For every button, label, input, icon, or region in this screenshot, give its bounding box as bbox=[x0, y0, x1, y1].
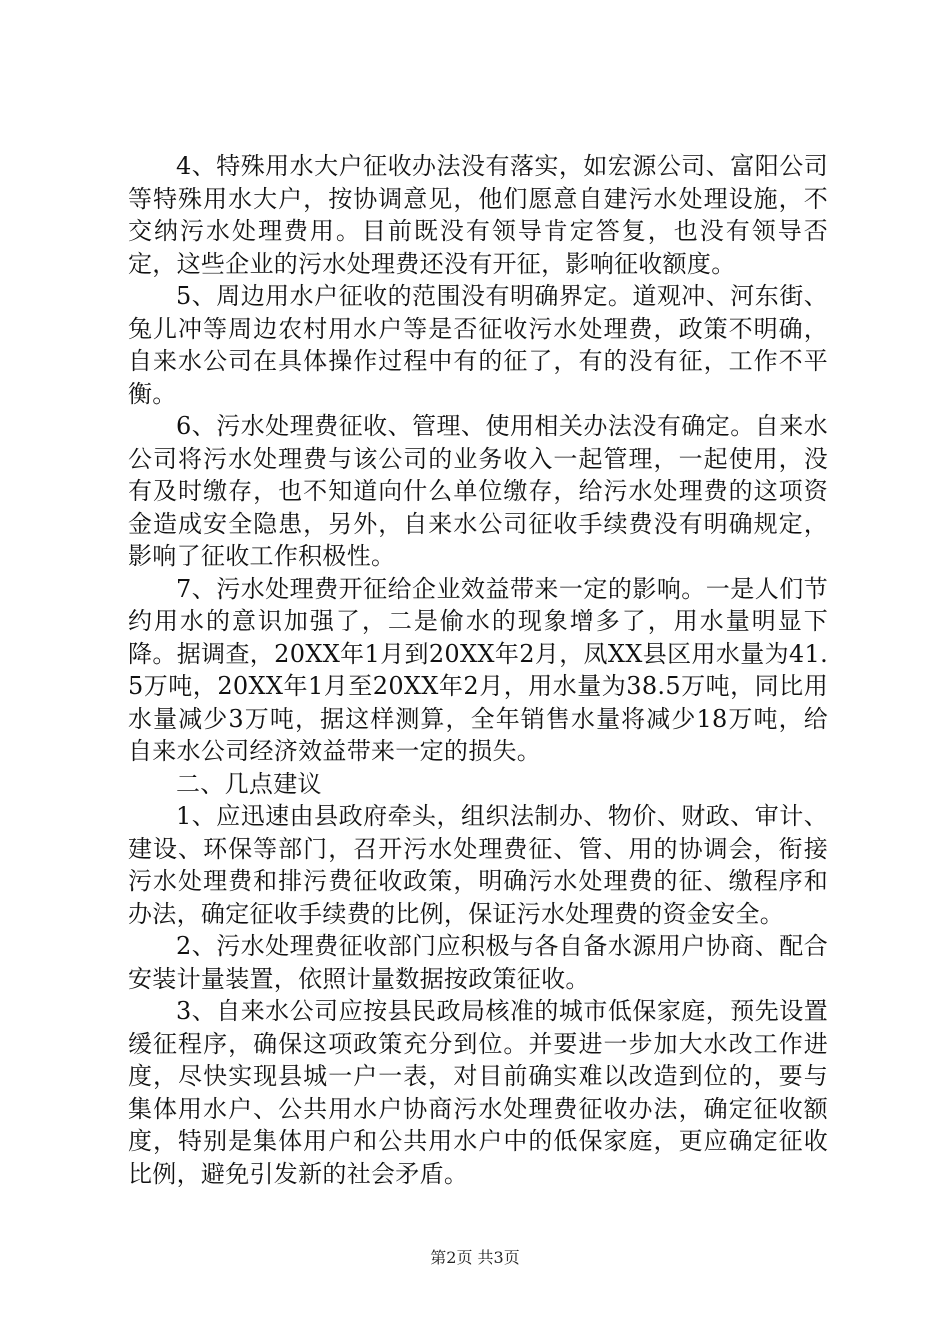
paragraph-item-4: 4、特殊用水大户征收办法没有落实，如宏源公司、富阳公司等特殊用水大户，按协调意见，他们愿意自建污水处理设施，不交纳污水处理费用。目前既没有领导肯定答复，也没有领导否定，这些企业的污水处理费还没有开征，影响征收额度。 bbox=[128, 152, 828, 278]
paragraph-item-5: 5、周边用水户征收的范围没有明确界定。道观冲、河东街、兔儿冲等周边农村用水户等是否征收污水处理费，政策不明确，自来水公司在具体操作过程中有的征了，有的没有征，工作不平衡。 bbox=[128, 282, 828, 408]
paragraph-item-7: 7、污水处理费开征给企业效益带来一定的影响。一是人们节约用水的意识加强了，二是偷水的现象增多了，用水量明显下降。据调查，20XX年1月到20XX年2月，凤XX县区用水量为41.5万吨，20XX年1月至20XX年2月，用水量为38.5万吨，同比用水量减少3万吨，据这样测算，全年销售水量将减少18万吨，给自来水公司经济效益带来一定的损失。 bbox=[128, 574, 828, 765]
page-footer: 第2页 共3页 bbox=[430, 1248, 520, 1267]
suggestion-item-1: 1、应迅速由县政府牵头，组织法制办、物价、财政、审计、建设、环保等部门，召开污水处理费征、管、用的协调会，衔接污水处理费和排污费征收政策，明确污水处理费的征、缴程序和办法，确定征收手续费的比例，保证污水处理费的资金安全。 bbox=[128, 802, 828, 928]
suggestion-item-2: 2、污水处理费征收部门应积极与各自备水源用户协商、配合安装计量装置，依照计量数据按政策征收。 bbox=[128, 932, 828, 993]
paragraph-item-6: 6、污水处理费征收、管理、使用相关办法没有确定。自来水公司将污水处理费与该公司的业务收入一起管理，一起使用，没有及时缴存，也不知道向什么单位缴存，给污水处理费的这项资金造成安全隐患，另外，自来水公司征收手续费没有明确规定，影响了征收工作积极性。 bbox=[128, 412, 828, 570]
section-heading-suggestions: 二、几点建议 bbox=[176, 769, 322, 798]
suggestion-item-3: 3、自来水公司应按县民政局核准的城市低保家庭，预先设置缓征程序，确保这项政策充分到位。并要进一步加大水改工作进度，尽快实现县城一户一表，对目前确实难以改造到位的，要与集体用水户、公共用水户协商污水处理费征收办法，确定征收额度，特别是集体用户和公共用水户中的低保家庭，更应确定征收比例，避免引发新的社会矛盾。 bbox=[128, 997, 828, 1188]
document-body bbox=[128, 150, 828, 1190]
